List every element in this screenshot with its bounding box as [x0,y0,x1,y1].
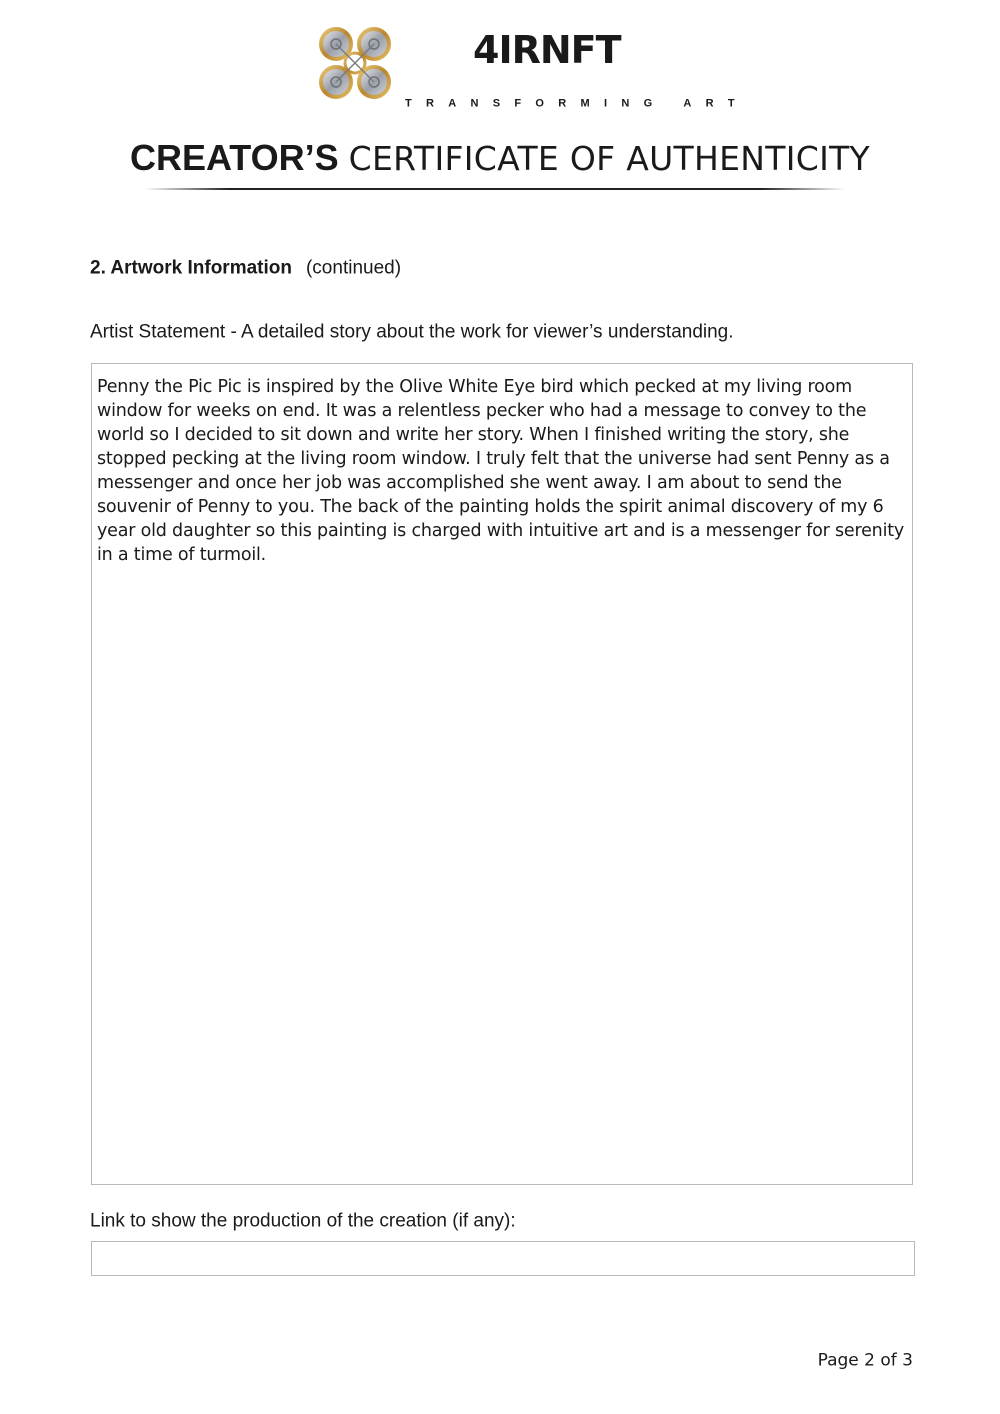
artist-statement-text: Penny the Pic Pic is inspired by the Olive White Eye bird which pecked at my living room window for weeks on end. It was a relentless pecker who had a message to convey to the world so I decided to sit down and write her story. When I finished writing the story, she stopped pecking at the living room window. I truly felt that the universe had sent Penny as a messenger and once her job was accomplished she went away. I am about to send the souvenir of Penny to you. The back of the painting holds the spirit animal discovery of my 6 year old daughter so this painting is charged with intuitive art and is a messenger for serenity in a time of turmoil. [97,377,905,565]
section-heading [90,259,401,278]
brand-tagline: TRANSFORMING ART [405,97,749,110]
infinity-knot-logo-icon [316,24,394,102]
title-divider [145,188,845,190]
production-link-label: Link to show the production of the creation (if any): [90,1210,516,1232]
artist-statement-field[interactable] [91,363,913,1185]
title-rest: CERTIFICATE OF AUTHENTICITY [348,139,871,178]
title-strong: CREATOR’S [129,137,339,178]
brand-name: 4IRNFT [473,28,621,72]
certificate-title [0,137,1000,178]
production-link-field[interactable] [91,1241,915,1276]
brand-logo [316,24,749,110]
section-heading-title: 2. Artwork Information [90,257,292,279]
artist-statement-label: Artist Statement - A detailed story about the work for viewer’s understanding. [90,321,734,343]
page-number: Page 2 of 3 [817,1350,913,1371]
section-heading-note: (continued) [305,257,402,279]
